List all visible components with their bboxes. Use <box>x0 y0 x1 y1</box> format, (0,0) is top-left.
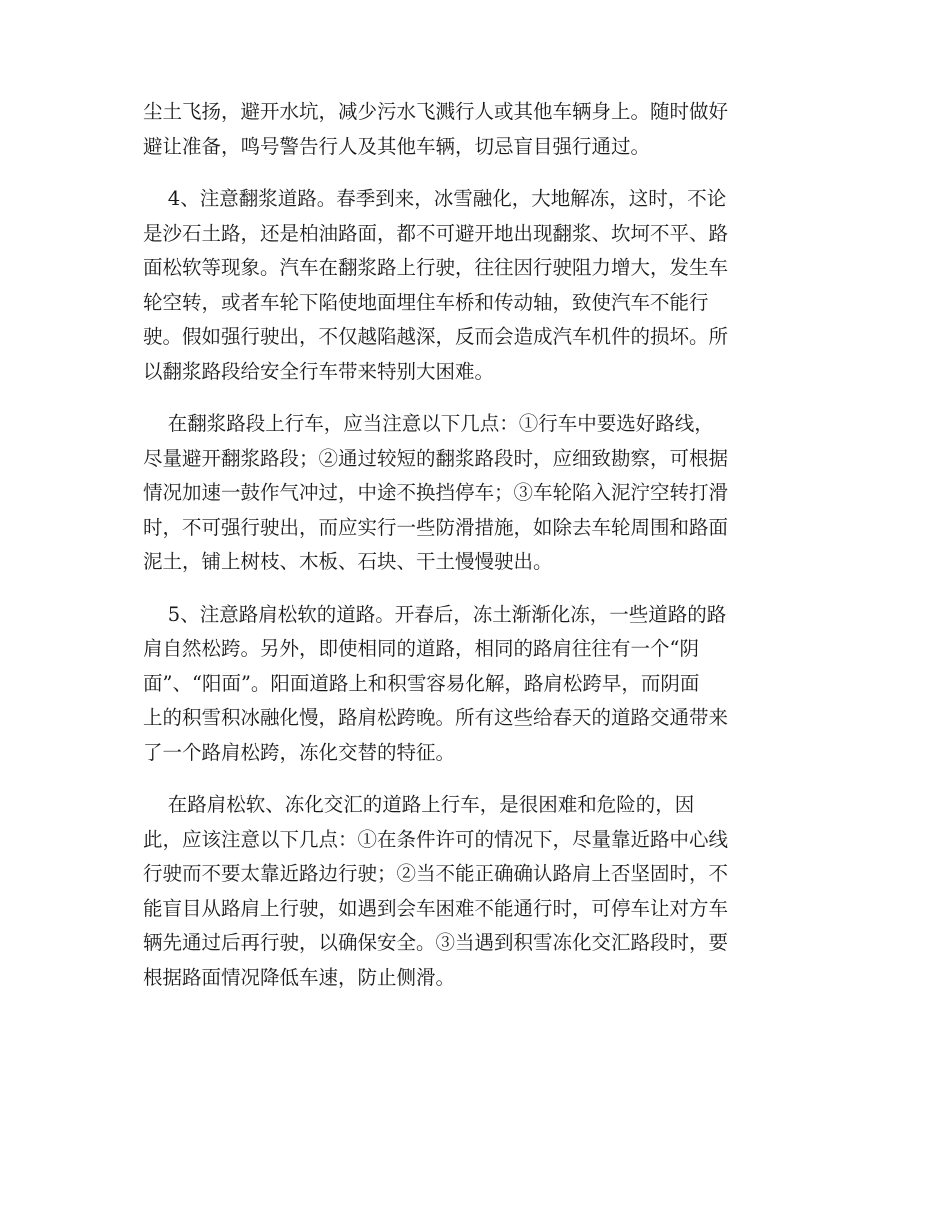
text-line: 泥土，铺上树枝、木板、石块、干土慢慢驶出。 <box>143 550 553 573</box>
text-line: 轮空转，或者车轮下陷使地面埋住车桥和传动轴，致使汽车不能行 <box>143 290 709 314</box>
paragraph-item-5 <box>143 598 808 771</box>
text-line: 此，应该注意以下几点：①在条件许可的情况下，尽量靠近路中心线 <box>143 827 729 851</box>
text-line: 行驶而不要太靠近路边行驶；②当不能正确确认路肩上否坚固时，不 <box>143 862 729 885</box>
paragraph-item-5-notes <box>143 788 808 995</box>
document-page <box>143 95 808 1013</box>
text-line: 在翻浆路段上行车，应当注意以下几点：①行车中要选好路线， <box>143 412 714 435</box>
text-line: 是沙石土路，还是柏油路面，都不可避开地出现翻浆、坎坷不平、路 <box>143 221 729 245</box>
paragraph-continuation <box>143 95 808 164</box>
text-line: 尽量避开翻浆路段；②通过较短的翻浆路段时，应细致勘察，可根据 <box>143 446 729 470</box>
text-line: 4、注意翻浆道路。春季到来，冰雪融化，大地解冻，这时，不论 <box>143 187 727 210</box>
text-line: 面”、“阳面”。阳面道路上和积雪容易化解，路肩松跨早，而阴面 <box>143 671 700 695</box>
paragraph-item-4 <box>143 182 808 389</box>
text-line: 以翻浆路段给安全行车带来特别大困难。 <box>143 359 495 383</box>
text-line: 5、注意路肩松软的道路。开春后，冻土渐渐化冻，一些道路的路 <box>143 602 727 626</box>
text-line: 在路肩松软、冻化交汇的道路上行车，是很困难和危险的，因 <box>143 793 695 816</box>
text-line: 了一个路肩松跨，冻化交替的特征。 <box>143 740 456 764</box>
text-line: 肩自然松跨。另外，即使相同的道路，相同的路肩往往有一个“阴 <box>143 637 699 660</box>
text-line: 能盲目从路肩上行驶，如遇到会车困难不能通行时，可停车让对方车 <box>143 896 729 920</box>
text-line: 尘土飞扬，避开水坑，减少污水飞溅行人或其他车辆身上。随时做好 <box>143 100 729 123</box>
text-line: 上的积雪积冰融化慢，路肩松跨晚。所有这些给春天的道路交通带来 <box>143 706 729 729</box>
text-line: 情况加速一鼓作气冲过，中途不换挡停车；③车轮陷入泥泞空转打滑 <box>143 481 729 504</box>
text-line: 驶。假如强行驶出，不仅越陷越深，反而会造成汽车机件的损坏。所 <box>143 325 729 348</box>
text-line: 面松软等现象。汽车在翻浆路上行驶，往往因行驶阻力增大，发生车 <box>143 256 729 279</box>
text-line: 根据路面情况降低车速，防止侧滑。 <box>143 965 456 989</box>
text-line: 避让准备，鸣号警告行人及其他车辆，切忌盲目强行通过。 <box>143 134 651 158</box>
text-line: 时，不可强行驶出，而应实行一些防滑措施，如除去车轮周围和路面 <box>143 515 729 539</box>
paragraph-item-4-notes <box>143 407 808 580</box>
text-line: 辆先通过后再行驶，以确保安全。③当遇到积雪冻化交汇路段时，要 <box>143 931 729 954</box>
